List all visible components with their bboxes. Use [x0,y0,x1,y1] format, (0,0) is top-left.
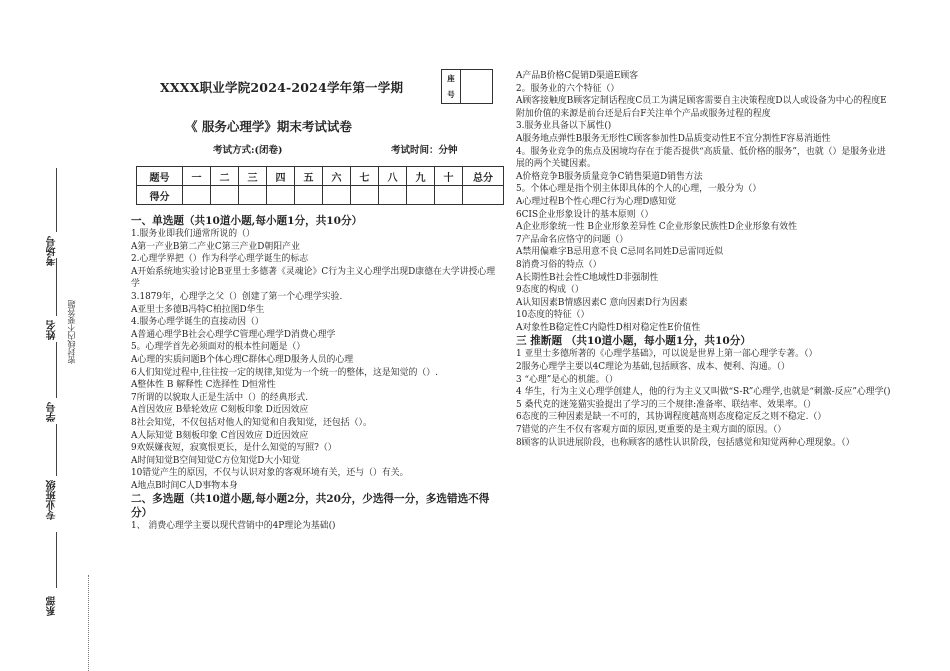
section-heading: 二、多选题（共10道小题,每小题2分，共20分，少选得一分，多选错选不得分） [131,493,490,520]
question-line: A开始系统地实验讨论B亚里士多德著《灵魂论》C行为主义心理学出现D康德在大学讲授心理学 [131,266,496,290]
question-line: 10态度的特征（） [516,310,590,321]
question-line: A对象性B稳定性C内隐性D相对稳定性E价值性 [516,322,701,333]
seat-label-char-1: 座 [447,73,455,83]
question-line: 5。个体心理是指个别主体即具体的个人的心理，一般分为（） [516,184,762,195]
score-table [136,166,504,205]
question-line: 9欢娱嫌夜短，寂寞恨更长，是什么知觉的写照?（） [131,443,337,454]
question-line: 6人们知觉过程中,往往按一定的规律,知觉为一个统一的整体，这是知觉的（）. [131,367,438,378]
question-line: 7产品命名应恪守的问题（） [516,234,629,245]
score-cell: 八 [379,167,407,186]
question-line: 1.服务业即我们通常所说的（） [131,229,255,239]
section-heading: 三 推断题 （共10道小题，每小题1分，共10分） [516,335,751,348]
seat-label-char-2: 号 [447,90,455,100]
score-input-cell[interactable] [435,186,463,205]
question-line: A心理的实质问题B个体心理C群体心理D服务人员的心理 [131,354,354,365]
question-line: A企业形象统一性 B企业形象差异性 C企业形象民族性D企业形象有效性 [516,222,797,233]
question-line: 1 亚里士多德所著的《心理学基础》，可以说是世界上第一部心理学专著。（） [516,349,818,360]
section-heading: 一、单选题（共10道小题,每小题1分，共10分） [131,215,363,227]
score-input-cell[interactable] [267,186,295,205]
question-line: 2.心理学界把（）作为科学心理学诞生的标志 [131,254,309,265]
exam-room-label: 考场号 [47,236,58,266]
question-line: 4 华生，行为主义心理学创建人，他的行为主义又叫做“S-R”心理学,也就是“刺激-反应”心理学() [516,387,891,398]
question-line: A整体性 B 解释性 C选择性 D恒常性 [131,380,276,391]
right-question-column [516,70,894,449]
question-line: A人际知觉 B刻板印象 C首因效应 D近因效应 [131,430,309,441]
question-line: 8社会知觉，不仅包括对他人的知觉和自我知觉，还包括（）。 [131,417,372,428]
question-line: 6CIS企业形象设计的基本原则（） [516,209,654,220]
score-row-label: 得分 [137,186,183,205]
score-cell: 六 [323,167,351,186]
question-line: 5。心理学首先必须面对的根本性问题是（） [131,342,306,353]
name-line [56,258,57,316]
exam-room-line [56,168,57,232]
seal-notice: 密封线内不要答题 [67,300,76,364]
score-cell: 四 [267,167,295,186]
score-cell: 总分 [463,167,504,186]
question-line: 3.1879年，心理学之父（）创建了第一个心理学实验. [131,291,343,302]
score-cell: 九 [407,167,435,186]
score-table-header-row [137,167,504,186]
score-cell: 五 [295,167,323,186]
score-input-cell[interactable] [351,186,379,205]
score-cell: 一 [183,167,211,186]
question-line: 6态度的三种因素是缺一不可的，其协调程度越高则态度稳定反之则不稳定.（） [516,412,827,423]
score-input-cell[interactable] [211,186,239,205]
exam-method: 考试方式:(闭卷) [213,145,283,156]
exam-subtitle: 《 服务心理学》期末考试试卷 [185,119,352,134]
score-table-score-row [137,186,504,205]
dept-line [56,532,57,588]
seat-number-box [441,69,493,104]
student-id-label: 学号 [47,402,58,422]
question-line: A服务地点弹性B服务无形性C顾客参加性D品质变动性E不宜分割性F容易消逝性 [516,133,831,144]
question-line: 4.服务心理学诞生的直接动因（） [131,317,264,328]
score-input-cell[interactable] [239,186,267,205]
exam-title: XXXX职业学院2024-2024学年第一学期 [160,80,404,95]
score-input-cell[interactable] [323,186,351,205]
question-line: A长期性B社会性C地域性D非强制性 [516,272,659,283]
score-cell: 题号 [137,167,183,186]
exam-time: 考试时间：分钟 [391,145,458,156]
question-line: 9态度的构成（） [516,285,584,296]
question-line: 8消费习俗的特点（） [516,259,602,270]
question-line: 2服务心理学主要以4C理论为基础,包括顾客、成本、便利、沟通。（） [516,362,790,373]
question-line: A心理过程B个性心理C行为心理D感知觉 [516,196,676,207]
question-line: 7所谓的以貌取人正是生活中（）的经典形式. [131,392,309,403]
seat-number-field [461,70,492,103]
score-input-cell[interactable] [183,186,211,205]
score-input-cell[interactable] [407,186,435,205]
question-line: A普通心理学B社会心理学C管理心理学D消费心理学 [131,329,336,340]
question-line: A产品B价格C促销D渠道E顾客 [516,71,639,81]
score-input-cell[interactable] [295,186,323,205]
score-cell: 二 [211,167,239,186]
score-cell: 三 [239,167,267,186]
question-line: 8顾客的认识进展阶段，也称顾客的感性认识阶段，包括感觉和知觉两种心理现象。（） [516,437,855,448]
question-line: 1、 消费心理学主要以现代营销中的4P理论为基础() [131,521,336,532]
question-line: 5 桑代克的迷笼猫实验提出了学习的三个规律:准备率、联结率、效果率。（） [516,399,816,410]
score-cell: 十 [435,167,463,186]
question-line: A亚里士多德B冯特C柏拉图D华生 [131,304,265,315]
question-line: 4。服务业竞争的焦点及困境均存在于能否提供“高质量、低价格的服务”，也就（）是服务业进展的两个关键因素。 [516,146,886,170]
score-input-cell[interactable] [463,186,504,205]
name-label: 姓名 [47,320,58,340]
score-input-cell[interactable] [379,186,407,205]
question-line: A顾客接触度B顾客定制话程度C员工为满足顾客需要自主决策程度D以人或设备为中心的程度E附加价值的来源是前台还是后台F关注单个产品或服务过程的程度 [516,96,887,119]
question-line: A第一产业B第二产业C第三产业D朝阳产业 [131,241,300,252]
question-line: A认知因素B情感因素C 意向因素D行为因素 [516,297,688,308]
score-cell: 七 [351,167,379,186]
dept-label: 系部 [47,596,58,616]
question-line: A禁用偏难字B忌用意不良 C忌同名同姓D忌雷同近似 [516,247,724,258]
student-id-line [56,342,57,398]
question-line: 3.服务业具备以下属性() [516,121,612,132]
question-line: 7错觉的产生不仅有客观方面的原因,更重要的是主观方面的原因。（） [516,425,787,436]
question-line: 2。服务业的六个特征（） [516,83,620,94]
seat-label [442,70,461,103]
left-question-column [131,214,503,533]
question-line: 10错觉产生的原因，不仅与认识对象的客观环境有关，还与（）有关。 [131,468,409,479]
question-line: 3 “心理”是心的机能。（） [516,374,618,385]
seal-dotted-line [88,575,89,671]
question-line: A价格竞争B服务质量竞争C销售渠道D销售方法 [516,171,703,182]
question-line: A时间知觉B空间知觉C方位知觉D大小知觉 [131,455,300,466]
class-label: 专业班级 [47,480,58,520]
question-line: A地点B时间C人D事物本身 [131,480,238,491]
class-line [56,424,57,476]
question-line: A首因效应 B晕轮效应 C刻板印象 D近因效应 [131,405,309,416]
